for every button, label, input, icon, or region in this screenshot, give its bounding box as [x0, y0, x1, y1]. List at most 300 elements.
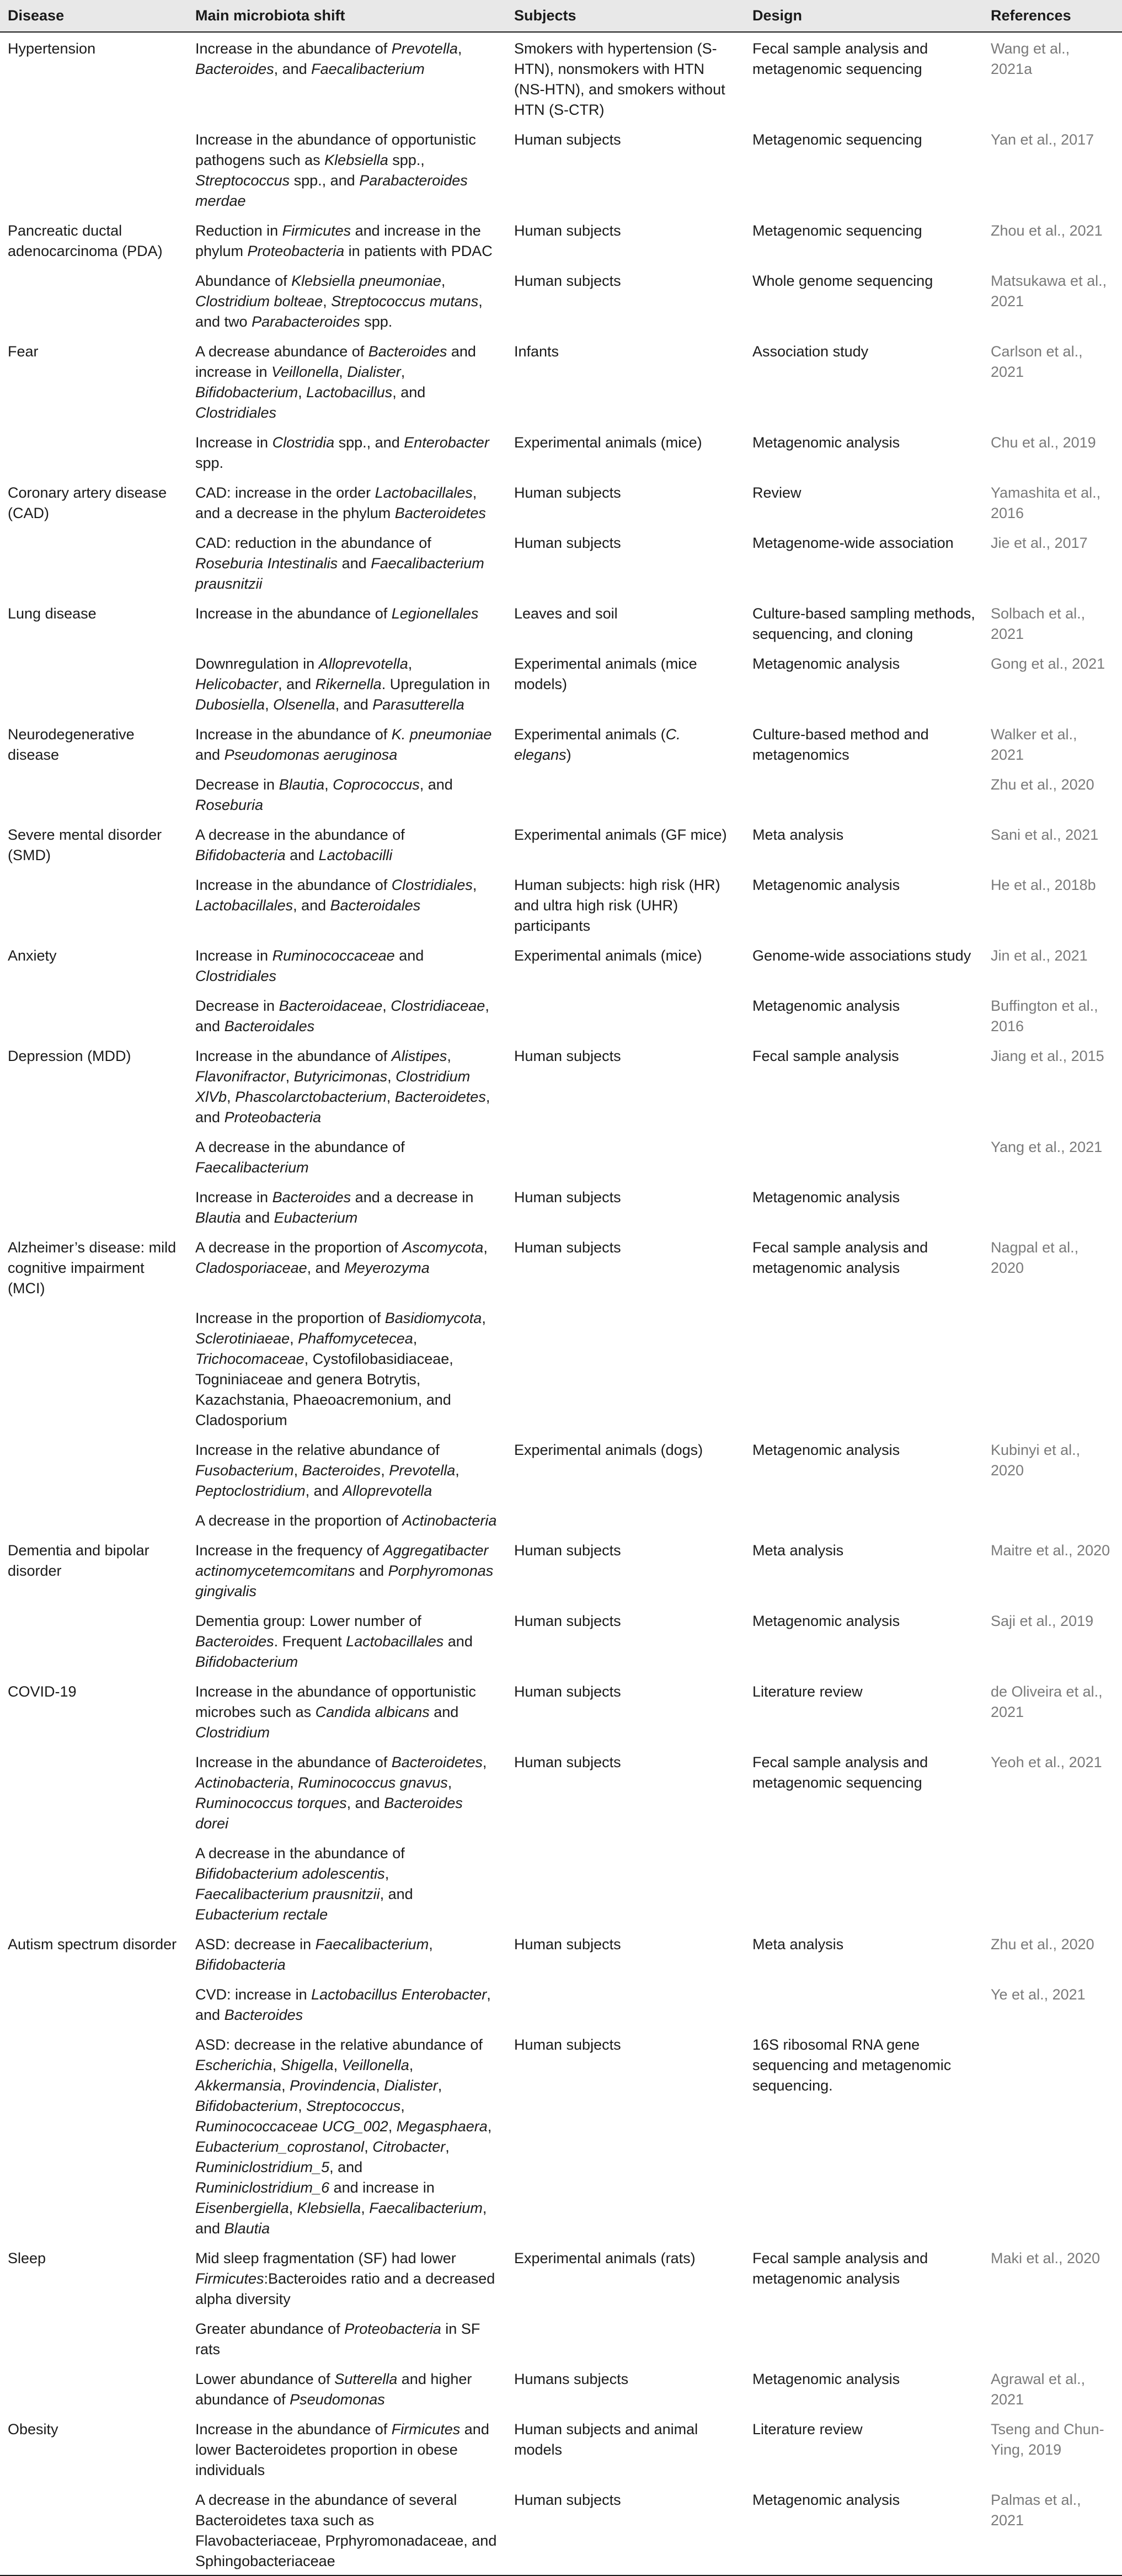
cell-subjects: Human subjects [514, 2492, 621, 2508]
taxon-name: Parabacteroides merdae [195, 172, 468, 209]
taxon-name: Cladosporiaceae [195, 1260, 307, 1276]
text-segment: A decrease in the abundance of [195, 1139, 405, 1155]
cell-reference: Jin et al., 2021 [991, 947, 1088, 964]
taxon-name: Lactobacillales [195, 897, 293, 914]
table-row [0, 598, 1122, 648]
text-segment: spp., and [290, 172, 360, 189]
table-row [0, 124, 1122, 215]
cell-disease [0, 1434, 188, 1505]
text-segment: , [457, 40, 462, 57]
text-segment: , [293, 1462, 302, 1479]
taxon-name: Clostridium XlVb [195, 1068, 471, 1105]
cell-subjects [506, 990, 745, 1040]
cell-main-shift [188, 124, 506, 215]
cell-reference: Zhu et al., 2020 [991, 776, 1094, 793]
text-segment: , and [195, 1986, 491, 2023]
text-segment: , [386, 1089, 395, 1105]
cell-disease [0, 1181, 188, 1231]
text-segment: , [388, 2118, 397, 2135]
table-row [0, 2363, 1122, 2413]
cell-disease [0, 1505, 188, 1534]
text-segment: , and [274, 61, 312, 77]
taxon-name: Meyerozyma [344, 1260, 430, 1276]
text-segment: Downregulation in [195, 655, 319, 672]
text-segment: , [441, 273, 446, 289]
cell-subjects: Human subjects [514, 535, 621, 551]
cell-reference: Carlson et al., 2021 [991, 343, 1083, 380]
cell-disease: Lung disease [8, 605, 97, 622]
cell-main-shift [188, 2484, 506, 2575]
table-row [0, 1434, 1122, 1505]
taxon-name: Bifidobacteria [195, 847, 286, 863]
cell-subjects: Humans subjects [514, 2371, 629, 2387]
taxon-name: Proteobacteria [344, 2321, 441, 2337]
text-segment: and a decrease in [351, 1189, 474, 1206]
taxon-name: Ruminococcus gnavus [298, 1774, 448, 1791]
text-segment: Increase in the proportion of [195, 1310, 385, 1326]
taxon-name: Proteobacteria [247, 243, 345, 259]
text-segment: Increase in the abundance of opportunistic pathogens such as [195, 131, 476, 168]
cell-subjects [506, 1131, 745, 1181]
cell-subjects: Infants [514, 343, 559, 360]
text-segment: and [195, 746, 225, 763]
taxon-name: Ruminococcaceae [272, 947, 395, 964]
table-row [0, 869, 1122, 940]
cell-main-shift [188, 2413, 506, 2484]
text-segment: and [241, 1209, 274, 1226]
cell-subjects [506, 2313, 745, 2363]
cell-main-shift [188, 1131, 506, 1181]
cell-disease [0, 648, 188, 718]
table-row [0, 1302, 1122, 1434]
taxon-name: Actinobacteria [402, 1512, 497, 1529]
cell-disease: Alzheimer’s disease: mild cognitive impairment (MCI) [8, 1239, 177, 1297]
table-row [0, 335, 1122, 426]
text-segment: Increase in the abundance of [195, 877, 392, 893]
text-segment: Increase in the abundance of [195, 605, 392, 622]
text-segment: Increase in [195, 434, 273, 451]
cell-disease [0, 2484, 188, 2575]
cell-disease [0, 2313, 188, 2363]
taxon-name: Bacteroides [272, 1189, 351, 1206]
cell-subjects: Human subjects [514, 131, 621, 148]
cell-disease [0, 1978, 188, 2029]
taxon-name: Dialister [347, 364, 401, 380]
cell-disease: COVID-19 [8, 1683, 77, 1700]
taxon-name: Peptoclostridium [195, 1482, 306, 1499]
text-segment: Increase in the abundance of opportunistic microbes such as [195, 1683, 476, 1720]
table-row [0, 1040, 1122, 1131]
cell-disease [0, 1746, 188, 1837]
taxon-name: Bifidobacterium [195, 384, 298, 401]
taxon-name: Faecalibacterium prausnitzii [195, 555, 484, 592]
text-segment: , and [335, 696, 373, 713]
cell-disease [0, 1302, 188, 1434]
cell-main-shift [188, 769, 506, 819]
text-segment: , and [305, 1482, 343, 1499]
text-segment: , [445, 2138, 450, 2155]
cell-reference: Chu et al., 2019 [991, 434, 1096, 451]
taxon-name: Dialister [384, 2077, 438, 2094]
taxon-name: Roseburia [195, 797, 264, 813]
table-row [0, 990, 1122, 1040]
cell-design [745, 1978, 983, 2029]
text-segment: A decrease in the abundance of [195, 1845, 405, 1862]
taxon-name: Bacteroidetes [394, 505, 486, 521]
table-row [0, 2029, 1122, 2242]
taxon-name: Firmicutes [282, 222, 351, 239]
taxon-name: Faecalibacterium [195, 1159, 309, 1176]
text-segment: :Bacteroides ratio and a decreased alpha diversity [195, 2270, 495, 2307]
cell-subjects: Experimental animals (mice) [514, 434, 702, 451]
cell-main-shift [188, 819, 506, 869]
cell-subjects: Human subjects [514, 1239, 621, 1256]
text-segment: , [265, 696, 274, 713]
table-row [0, 718, 1122, 769]
taxon-name: Clostridiales [195, 404, 277, 421]
taxon-name: Prevotella [389, 1462, 456, 1479]
cell-reference: Wang et al., 2021a [991, 40, 1070, 77]
text-segment: , [400, 364, 405, 380]
taxon-name: Eubacterium_coprostanol [195, 2138, 365, 2155]
text-segment: Increase in the frequency of [195, 1542, 383, 1559]
table-row [0, 2484, 1122, 2575]
cell-design [745, 1837, 983, 1928]
cell-reference: Yamashita et al., 2016 [991, 484, 1101, 521]
cell-disease: Neurodegenerative disease [8, 726, 135, 763]
taxon-name: Bacteroides [302, 1462, 381, 1479]
text-segment: , [298, 384, 307, 401]
taxon-name: Alloprevotella [343, 1482, 432, 1499]
cell-subjects [506, 1837, 745, 1928]
taxon-name: Lactobacilli [318, 847, 393, 863]
taxon-name: Streptococcus [306, 2098, 401, 2114]
header-main-shift: Main microbiota shift [195, 7, 345, 24]
text-segment: Increase in the abundance of [195, 1754, 392, 1770]
cell-disease [0, 990, 188, 1040]
taxon-name: Flavonifractor [195, 1068, 286, 1085]
text-segment: , [482, 1310, 486, 1326]
taxon-name: Bifidobacteria [195, 1956, 286, 1973]
text-segment: , [429, 1936, 433, 1953]
text-segment: , [455, 1462, 460, 1479]
text-segment: , [290, 1774, 298, 1791]
text-segment: in SF rats [195, 2321, 480, 2358]
cell-disease: Sleep [8, 2250, 46, 2266]
cell-reference: Maitre et al., 2020 [991, 1542, 1110, 1559]
cell-reference: Ye et al., 2021 [991, 1986, 1086, 2003]
cell-reference: Zhou et al., 2021 [991, 222, 1103, 239]
cell-reference: Solbach et al., 2021 [991, 605, 1086, 642]
cell-design: Culture-based sampling methods, sequencing, and cloning [752, 605, 975, 642]
table-row [0, 1837, 1122, 1928]
cell-design: Metagenomic analysis [752, 998, 900, 1014]
text-segment: , [387, 1068, 396, 1085]
taxon-name: Bacteroidetes [391, 1754, 483, 1770]
cell-subjects: Human subjects and animal models [514, 2421, 698, 2458]
text-segment: Increase in [195, 947, 273, 964]
text-segment: , [487, 2118, 492, 2135]
cell-main-shift [188, 990, 506, 1040]
text-segment: , [483, 1239, 488, 1256]
text-segment: , [281, 2077, 290, 2094]
taxon-name: Eubacterium rectale [195, 1906, 328, 1923]
taxon-name: Lactobacillales [346, 1633, 444, 1650]
text-segment: Lower abundance of [195, 2371, 335, 2387]
taxon-name: Veillonella [271, 364, 339, 380]
taxon-name: Lactobacillus [306, 384, 393, 401]
text-segment: spp., and [334, 434, 404, 451]
cell-design: Whole genome sequencing [752, 273, 933, 289]
taxon-name: Parasutterella [372, 696, 464, 713]
cell-disease [0, 265, 188, 335]
cell-reference [983, 1302, 1122, 1434]
cell-main-shift [188, 1746, 506, 1837]
cell-subjects: Human subjects [514, 1048, 621, 1064]
cell-subjects [506, 718, 745, 769]
taxon-name: Provindencia [290, 2077, 376, 2094]
taxon-name: Coprococcus [333, 776, 420, 793]
cell-reference [983, 2313, 1122, 2363]
cell-design: Genome-wide associations study [752, 947, 971, 964]
text-segment: Decrease in [195, 998, 279, 1014]
text-segment: , [272, 2057, 281, 2073]
cell-reference: Walker et al., 2021 [991, 726, 1077, 763]
cell-design: Fecal sample analysis [752, 1048, 899, 1064]
cell-subjects: Human subjects [514, 1189, 621, 1206]
cell-reference [983, 1181, 1122, 1231]
cell-design [745, 2313, 983, 2363]
text-segment: , [339, 364, 348, 380]
table-row [0, 1231, 1122, 1302]
cell-design: Metagenomic analysis [752, 877, 900, 893]
taxon-name: Lactobacillus Enterobacter [311, 1986, 487, 2003]
taxon-name: Olsenella [273, 696, 335, 713]
text-segment: , and [329, 2159, 363, 2175]
cell-subjects: Human subjects [514, 1683, 621, 1700]
text-segment: A decrease abundance of [195, 343, 368, 360]
taxon-name: Bacteroidales [224, 1018, 315, 1034]
taxon-name: Rikernella [315, 676, 382, 692]
cell-disease [0, 124, 188, 215]
cell-main-shift [188, 477, 506, 527]
text-segment: CAD: reduction in the abundance of [195, 535, 431, 551]
cell-subjects [506, 1505, 745, 1534]
table-row [0, 32, 1122, 124]
cell-main-shift [188, 1928, 506, 1978]
taxon-name: Pseudomonas [290, 2391, 385, 2408]
taxon-name: Phascolarctobacterium [235, 1089, 387, 1105]
cell-reference: Saji et al., 2019 [991, 1613, 1094, 1629]
cell-subjects: Human subjects [514, 1754, 621, 1770]
cell-design: Fecal sample analysis and metagenomic sequencing [752, 40, 928, 77]
cell-main-shift [188, 1434, 506, 1505]
taxon-name: Blautia [224, 2220, 270, 2237]
taxon-name: Bacteroides [195, 61, 274, 77]
cell-disease: Fear [8, 343, 39, 360]
cell-reference: Jie et al., 2017 [991, 535, 1088, 551]
text-segment: , and [346, 1795, 384, 1811]
cell-disease [0, 2029, 188, 2242]
cell-design [745, 1505, 983, 1534]
text-segment: , and [419, 776, 453, 793]
cell-subjects: Experimental animals (mice models) [514, 655, 697, 692]
taxon-name: Klebsiella pneumoniae [291, 273, 441, 289]
cell-main-shift [188, 1534, 506, 1605]
text-segment: , and a decrease in the phylum [195, 484, 477, 521]
cell-disease: Depression (MDD) [8, 1048, 131, 1064]
cell-main-shift [188, 1676, 506, 1746]
cell-main-shift [188, 335, 506, 426]
text-segment: Mid sleep fragmentation (SF) had lower [195, 2250, 456, 2266]
cell-subjects: Human subjects [514, 1936, 621, 1953]
taxon-name: Eubacterium [274, 1209, 358, 1226]
table-header [0, 0, 1122, 32]
cell-reference: Gong et al., 2021 [991, 655, 1105, 672]
text-segment: in patients with PDAC [344, 243, 493, 259]
text-segment: . Upregulation in [381, 676, 490, 692]
text-segment: , [323, 293, 332, 310]
text-segment: CVD: increase in [195, 1986, 312, 2003]
taxon-name: Megasphaera [396, 2118, 488, 2135]
taxon-name: Blautia [279, 776, 325, 793]
cell-subjects: Human subjects [514, 1613, 621, 1629]
header-references: References [991, 7, 1071, 24]
text-segment: ASD: decrease in the relative abundance of [195, 2036, 483, 2053]
taxon-name: Clostridiales [195, 968, 277, 984]
cell-subjects: Human subjects: high risk (HR) and ultra high risk (UHR) participants [514, 877, 720, 934]
table-row [0, 2242, 1122, 2313]
cell-subjects: Human subjects [514, 484, 621, 501]
taxon-name: Legionellales [391, 605, 479, 622]
text-segment: , [408, 655, 413, 672]
cell-reference: Zhu et al., 2020 [991, 1936, 1094, 1953]
cell-main-shift [188, 1505, 506, 1534]
text-segment: spp. [195, 455, 224, 471]
taxon-name: Lactobacillales [375, 484, 473, 501]
text-segment: spp. [360, 313, 393, 330]
text-segment: , [381, 1462, 389, 1479]
text-segment: , and [380, 1886, 413, 1902]
cell-disease [0, 527, 188, 598]
cell-design: Metagenomic sequencing [752, 131, 922, 148]
cell-design [745, 1131, 983, 1181]
cell-reference: Yang et al., 2021 [991, 1139, 1103, 1155]
cell-design: Review [752, 484, 802, 501]
taxon-name: Clostridiales [391, 877, 473, 893]
cell-disease: Dementia and bipolar disorder [8, 1542, 149, 1579]
cell-disease [0, 2363, 188, 2413]
text-segment: , and [392, 384, 426, 401]
cell-design: Metagenomic analysis [752, 2371, 900, 2387]
cell-disease: Hypertension [8, 40, 96, 57]
text-segment: , and two [195, 293, 483, 330]
text-segment: A decrease in the abundance of several Bacteroidetes taxa such as Flavobacteriaceae, Prphyromonadaceae, and Sphingobacteriaceae [195, 2492, 497, 2569]
cell-design: Metagenomic sequencing [752, 222, 922, 239]
cell-disease: Pancreatic ductal adenocarcinoma (PDA) [8, 222, 163, 259]
taxon-name: Actinobacteria [195, 1774, 290, 1791]
taxon-name: C. elegans [514, 726, 681, 763]
taxon-name: Bifidobacterium adolescentis [195, 1865, 385, 1882]
text-segment: , [382, 998, 391, 1014]
cell-design [745, 1302, 983, 1434]
text-segment: , and [278, 676, 316, 692]
cell-reference: Jiang et al., 2015 [991, 1048, 1104, 1064]
text-segment: , [447, 1048, 451, 1064]
text-segment: Increase in the abundance of [195, 40, 392, 57]
taxon-name: Basidiomycota [384, 1310, 482, 1326]
cell-reference: Maki et al., 2020 [991, 2250, 1100, 2266]
table-row [0, 1978, 1122, 2029]
taxon-name: Eisenbergiella [195, 2200, 289, 2216]
taxon-name: Bacteroides [224, 2007, 303, 2023]
text-segment: , [364, 2138, 373, 2155]
taxon-name: Porphyromonas gingivalis [195, 1562, 494, 1599]
text-segment: , [376, 2077, 384, 2094]
table-row [0, 527, 1122, 598]
taxon-name: Faecalibacterium prausnitzii [195, 1886, 380, 1902]
taxon-name: Bifidobacterium [195, 2098, 298, 2114]
cell-design: Metagenomic analysis [752, 434, 900, 451]
taxon-name: Ascomycota [402, 1239, 484, 1256]
taxon-name: Bacteroidaceae [279, 998, 383, 1014]
table-row [0, 1676, 1122, 1746]
cell-reference: Nagpal et al., 2020 [991, 1239, 1079, 1276]
cell-main-shift [188, 2242, 506, 2313]
text-segment: , [227, 1089, 236, 1105]
cell-main-shift [188, 1040, 506, 1131]
table-row [0, 1605, 1122, 1676]
text-segment: , Cystofilobasidiaceae, Togniniaceae and genera Botrytis, Kazachstania, Phaeoacremonium, and Cladosporium [195, 1351, 453, 1428]
taxon-name: Streptococcus [195, 172, 290, 189]
cell-main-shift [188, 1302, 506, 1434]
text-segment: , [472, 877, 477, 893]
text-segment: and lower Bacteroidetes proportion in obese individuals [195, 2421, 489, 2478]
table-row [0, 819, 1122, 869]
taxon-name: Phaffomycetecea [298, 1330, 413, 1347]
cell-design: Association study [752, 343, 869, 360]
text-segment: Dementia group: Lower number of [195, 1613, 421, 1629]
cell-reference: He et al., 2018b [991, 877, 1096, 893]
cell-disease [0, 869, 188, 940]
text-segment: ) [566, 746, 571, 763]
cell-subjects: Human subjects [514, 273, 621, 289]
text-segment: . Frequent [274, 1633, 346, 1650]
cell-disease [0, 1131, 188, 1181]
cell-subjects: Experimental animals (rats) [514, 2250, 696, 2266]
text-segment: and [355, 1562, 388, 1579]
cell-main-shift [188, 1231, 506, 1302]
taxon-name: Firmicutes [195, 2270, 264, 2287]
table-row [0, 1505, 1122, 1534]
cell-subjects [506, 769, 745, 819]
cell-subjects: Human subjects [514, 2036, 621, 2053]
cell-subjects: Smokers with hypertension (S-HTN), nonsmokers with HTN (NS-HTN), and smokers without HTN (S-CTR) [514, 40, 725, 118]
text-segment: Greater abundance of [195, 2321, 345, 2337]
taxon-name: Roseburia Intestinalis [195, 555, 338, 572]
taxon-name: Enterobacter [404, 434, 489, 451]
text-segment: A decrease in the proportion of [195, 1239, 403, 1256]
taxon-name: Fusobacterium [195, 1462, 294, 1479]
cell-design: Fecal sample analysis and metagenomic analysis [752, 2250, 928, 2287]
cell-disease [0, 426, 188, 477]
table-row [0, 648, 1122, 718]
text-segment: and [338, 555, 371, 572]
table-row [0, 2313, 1122, 2363]
text-segment: , [384, 1865, 389, 1882]
text-segment: ASD: decrease in [195, 1936, 316, 1953]
text-segment: Decrease in [195, 776, 279, 793]
